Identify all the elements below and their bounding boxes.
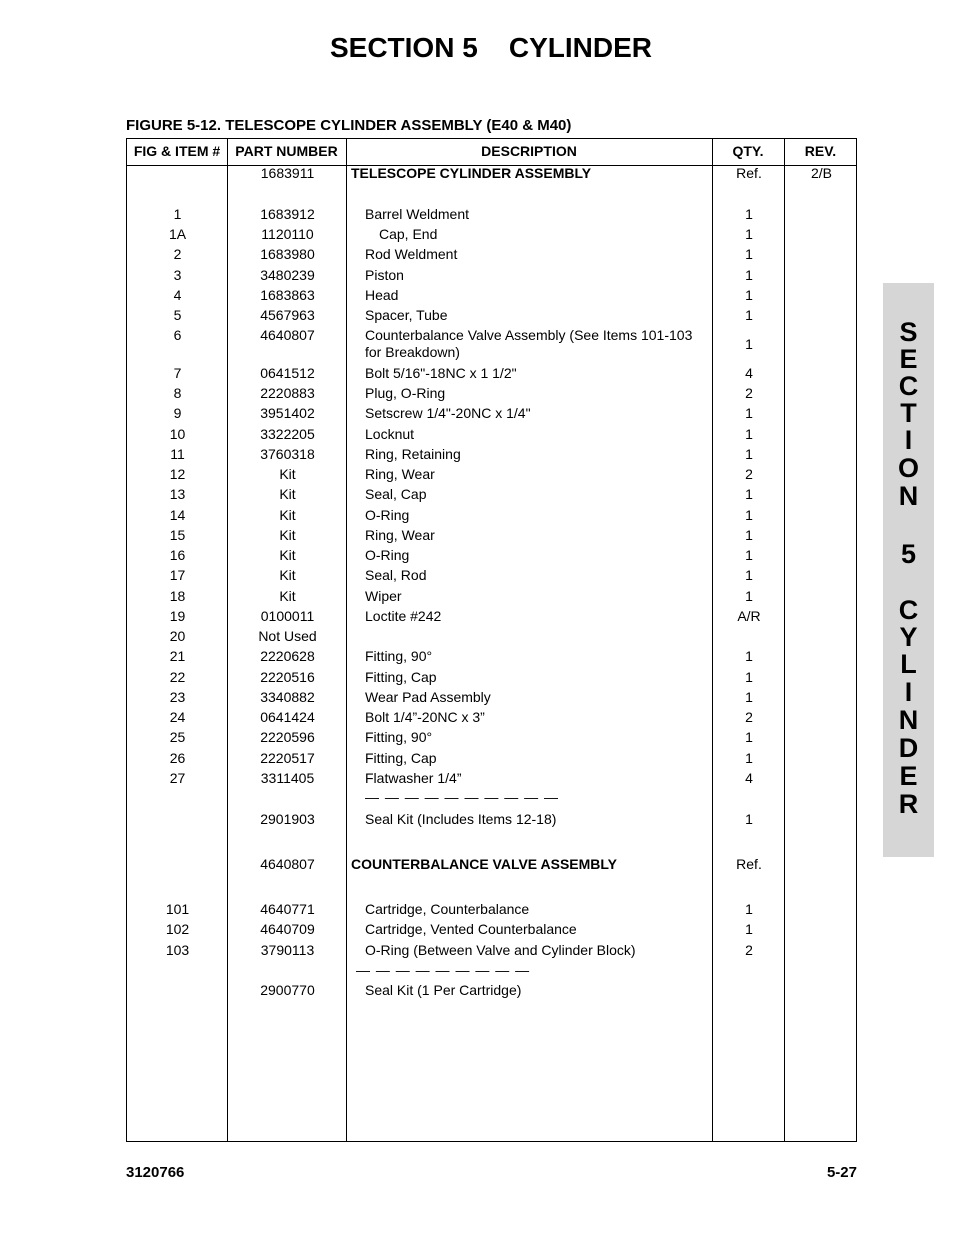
fig-item-cell: 20	[169, 628, 186, 644]
fig-item-cell: 13	[169, 486, 186, 502]
part-number-cell: 2901903	[260, 811, 315, 827]
page-number: 5-27	[826, 1164, 857, 1181]
qty-cell: 1	[745, 750, 753, 766]
part-number-cell: 1683911	[260, 165, 315, 181]
description-cell: Plug, O-Ring	[365, 385, 446, 401]
part-number-cell: 4640771	[260, 901, 315, 917]
section-tab-letter: Y	[899, 622, 918, 652]
part-number-cell: 2220516	[260, 669, 315, 685]
qty-cell: 1	[745, 669, 753, 685]
description-cell: Spacer, Tube	[365, 307, 448, 323]
part-number-cell: 3760318	[260, 446, 315, 462]
part-number-cell: 4640807	[260, 856, 315, 872]
part-number-cell: 2220628	[260, 648, 315, 664]
fig-item-cell: 26	[169, 750, 186, 766]
description-cell: Fitting, 90°	[365, 648, 433, 664]
part-number-cell: 0100011	[260, 608, 315, 624]
fig-item-cell: 8	[173, 385, 182, 401]
fig-item-cell: 101	[165, 901, 190, 917]
description-cell: COUNTERBALANCE VALVE ASSEMBLY	[351, 856, 618, 872]
fig-item-cell: 1	[173, 206, 182, 222]
description-cell: Ring, Retaining	[365, 446, 461, 462]
section-tab-letter: S	[899, 317, 918, 347]
part-number-cell: 1120110	[261, 226, 314, 242]
part-number-cell: 0641424	[260, 709, 315, 725]
fig-item-cell: 12	[169, 466, 186, 482]
section-tab-letter: E	[899, 344, 918, 374]
fig-item-cell: 6	[173, 327, 182, 343]
fig-item-cell: 10	[169, 426, 186, 442]
fig-item-cell: 14	[169, 507, 186, 523]
section-tab	[883, 283, 934, 857]
part-number-cell: 3951402	[260, 405, 315, 421]
description-cell: Bolt 1/4”-20NC x 3”	[365, 709, 485, 725]
qty-cell: 1	[745, 547, 753, 563]
description-cell: Seal Kit (Includes Items 12-18)	[365, 811, 557, 827]
fig-item-cell: 7	[173, 365, 182, 381]
section-tab-letter: D	[898, 733, 919, 763]
part-number-cell: 2220883	[260, 385, 315, 401]
qty-cell: 1	[745, 901, 753, 917]
fig-item-cell: 4	[173, 287, 182, 303]
description-cell: Ring, Wear	[365, 527, 435, 543]
description-cell: Counterbalance Valve Assembly (See Items 101-103 for Breakdown)	[365, 327, 693, 360]
description-cell: O-Ring	[365, 507, 410, 523]
description-cell: Wear Pad Assembly	[365, 689, 491, 705]
fig-item-cell: 17	[169, 567, 186, 583]
section-tab-letter: N	[898, 705, 919, 735]
qty-cell: 2	[745, 942, 753, 958]
qty-cell: 1	[745, 405, 753, 421]
fig-item-cell: 103	[165, 942, 190, 958]
description-cell: Flatwasher 1/4”	[365, 770, 462, 786]
fig-item-cell: 1A	[168, 226, 187, 242]
description-cell: Seal, Cap	[365, 486, 427, 502]
part-number-cell: Kit	[279, 486, 296, 502]
description-cell: Fitting, Cap	[365, 750, 437, 766]
part-number-cell: 4640807	[260, 327, 315, 343]
part-number-cell: 0641512	[260, 365, 315, 381]
description-cell: Piston	[365, 267, 404, 283]
qty-cell: 1	[745, 267, 753, 283]
part-number-cell: Kit	[279, 567, 296, 583]
description-cell: Ring, Wear	[365, 466, 435, 482]
qty-cell: 1	[745, 246, 753, 262]
part-number-cell: 3311405	[260, 770, 315, 786]
part-number-cell: 2220596	[260, 729, 315, 745]
fig-item-cell: 9	[173, 405, 182, 421]
description-cell: O-Ring	[365, 547, 410, 563]
fig-item-cell: 21	[169, 648, 186, 664]
part-number-cell: Not Used	[258, 628, 317, 644]
header-rev: REV.	[804, 143, 837, 159]
section-tab-letter: O	[897, 453, 919, 483]
description-cell: Bolt 5/16"-18NC x 1 1/2"	[365, 365, 517, 381]
description-cell: Rod Weldment	[365, 246, 458, 262]
qty-cell: 1	[745, 486, 753, 502]
qty-cell: 2	[745, 466, 753, 482]
description-cell: Seal Kit (1 Per Cartridge)	[365, 982, 522, 998]
qty-cell: 1	[745, 336, 753, 352]
description-cell: Fitting, Cap	[365, 669, 437, 685]
fig-item-cell: 16	[169, 547, 186, 563]
part-number-cell: 3322205	[260, 426, 315, 442]
qty-cell: 1	[745, 426, 753, 442]
document-number: 3120766	[126, 1164, 185, 1181]
qty-cell: 1	[745, 446, 753, 462]
part-number-cell: 4640709	[260, 921, 315, 937]
separator-rule: — — — — — — — — —	[356, 962, 531, 978]
part-number-cell: 2220517	[260, 750, 315, 766]
part-number-cell: 1683980	[260, 246, 315, 262]
figure-caption: FIGURE 5-12. TELESCOPE CYLINDER ASSEMBLY (E40 & M40)	[126, 117, 572, 134]
qty-cell: 1	[745, 507, 753, 523]
qty-cell: 4	[745, 770, 753, 786]
description-cell: O-Ring (Between Valve and Cylinder Block)	[365, 942, 636, 958]
description-cell: Locknut	[365, 426, 415, 442]
description-cell: Setscrew 1/4"-20NC x 1/4"	[365, 405, 531, 421]
qty-cell: 1	[745, 588, 753, 604]
qty-cell: 1	[745, 527, 753, 543]
part-number-cell: Kit	[279, 527, 296, 543]
description-cell: Head	[365, 287, 399, 303]
part-number-cell: Kit	[279, 507, 296, 523]
qty-cell: 1	[745, 226, 753, 242]
part-number-cell: Kit	[279, 588, 296, 604]
parts-table	[126, 138, 857, 1142]
part-number-cell: 2900770	[260, 982, 315, 998]
qty-cell: 1	[745, 567, 753, 583]
part-number-cell: 1683863	[260, 287, 315, 303]
qty-cell: Ref.	[736, 856, 762, 872]
fig-item-cell: 11	[170, 446, 185, 462]
fig-item-cell: 22	[169, 669, 186, 685]
qty-cell: 1	[745, 921, 753, 937]
description-cell: Seal, Rod	[365, 567, 427, 583]
part-number-cell: Kit	[279, 547, 296, 563]
fig-item-cell: 2	[173, 246, 182, 262]
qty-cell: 2	[745, 385, 753, 401]
section-tab-letter: C	[898, 595, 919, 625]
qty-cell: 1	[745, 648, 753, 664]
description-cell: TELESCOPE CYLINDER ASSEMBLY	[351, 165, 592, 181]
qty-cell: 1	[745, 307, 753, 323]
qty-cell: Ref.	[736, 165, 762, 181]
section-tab-letter: 5	[900, 539, 917, 569]
part-number-cell: 1683912	[260, 206, 315, 222]
section-tab-letter: I	[904, 425, 913, 455]
section-tab-letter: L	[900, 649, 917, 679]
part-number-cell: Kit	[279, 466, 296, 482]
part-number-cell: 4567963	[260, 307, 315, 323]
table-header	[127, 139, 856, 166]
section-tab-letter: R	[898, 789, 919, 819]
rev-cell: 2/B	[810, 165, 832, 181]
section-tab-letter: E	[899, 761, 918, 791]
fig-item-cell: 15	[169, 527, 186, 543]
separator-rule: — — — — — — — — — —	[365, 789, 560, 805]
fig-item-cell: 25	[169, 729, 186, 745]
section-tab-letter: T	[900, 398, 917, 428]
section-tab-letter: I	[904, 677, 913, 707]
fig-item-cell: 5	[173, 307, 182, 323]
fig-item-cell: 18	[169, 588, 186, 604]
fig-item-cell: 27	[169, 770, 186, 786]
qty-cell: 2	[745, 709, 753, 725]
header-fig-item: FIG & ITEM #	[133, 143, 221, 159]
fig-item-cell: 23	[169, 689, 186, 705]
description-cell: Barrel Weldment	[365, 206, 470, 222]
description-cell: Fitting, 90°	[365, 729, 433, 745]
description-cell: Cartridge, Vented Counterbalance	[365, 921, 577, 937]
part-number-cell: 3480239	[260, 267, 315, 283]
qty-cell: 1	[745, 287, 753, 303]
description-cell: Cap, End	[379, 226, 438, 242]
qty-cell: 1	[745, 689, 753, 705]
page-title: SECTION 5 CYLINDER	[329, 32, 653, 63]
description-cell: Loctite #242	[365, 608, 442, 624]
qty-cell: 1	[745, 206, 753, 222]
part-number-cell: 3790113	[260, 942, 315, 958]
header-qty: QTY.	[732, 143, 764, 159]
fig-item-cell: 102	[165, 921, 190, 937]
section-tab-letter: C	[898, 371, 919, 401]
header-description: DESCRIPTION	[481, 143, 577, 159]
qty-cell: 1	[745, 811, 753, 827]
fig-item-cell: 24	[169, 709, 186, 725]
description-cell: Cartridge, Counterbalance	[365, 901, 530, 917]
qty-cell: A/R	[737, 608, 761, 624]
qty-cell: 1	[745, 729, 753, 745]
section-tab-letter: N	[898, 481, 919, 511]
header-part-number: PART NUMBER	[235, 143, 338, 159]
fig-item-cell: 19	[169, 608, 186, 624]
part-number-cell: 3340882	[260, 689, 315, 705]
description-cell: Wiper	[365, 588, 402, 604]
qty-cell: 4	[745, 365, 753, 381]
fig-item-cell: 3	[173, 267, 182, 283]
